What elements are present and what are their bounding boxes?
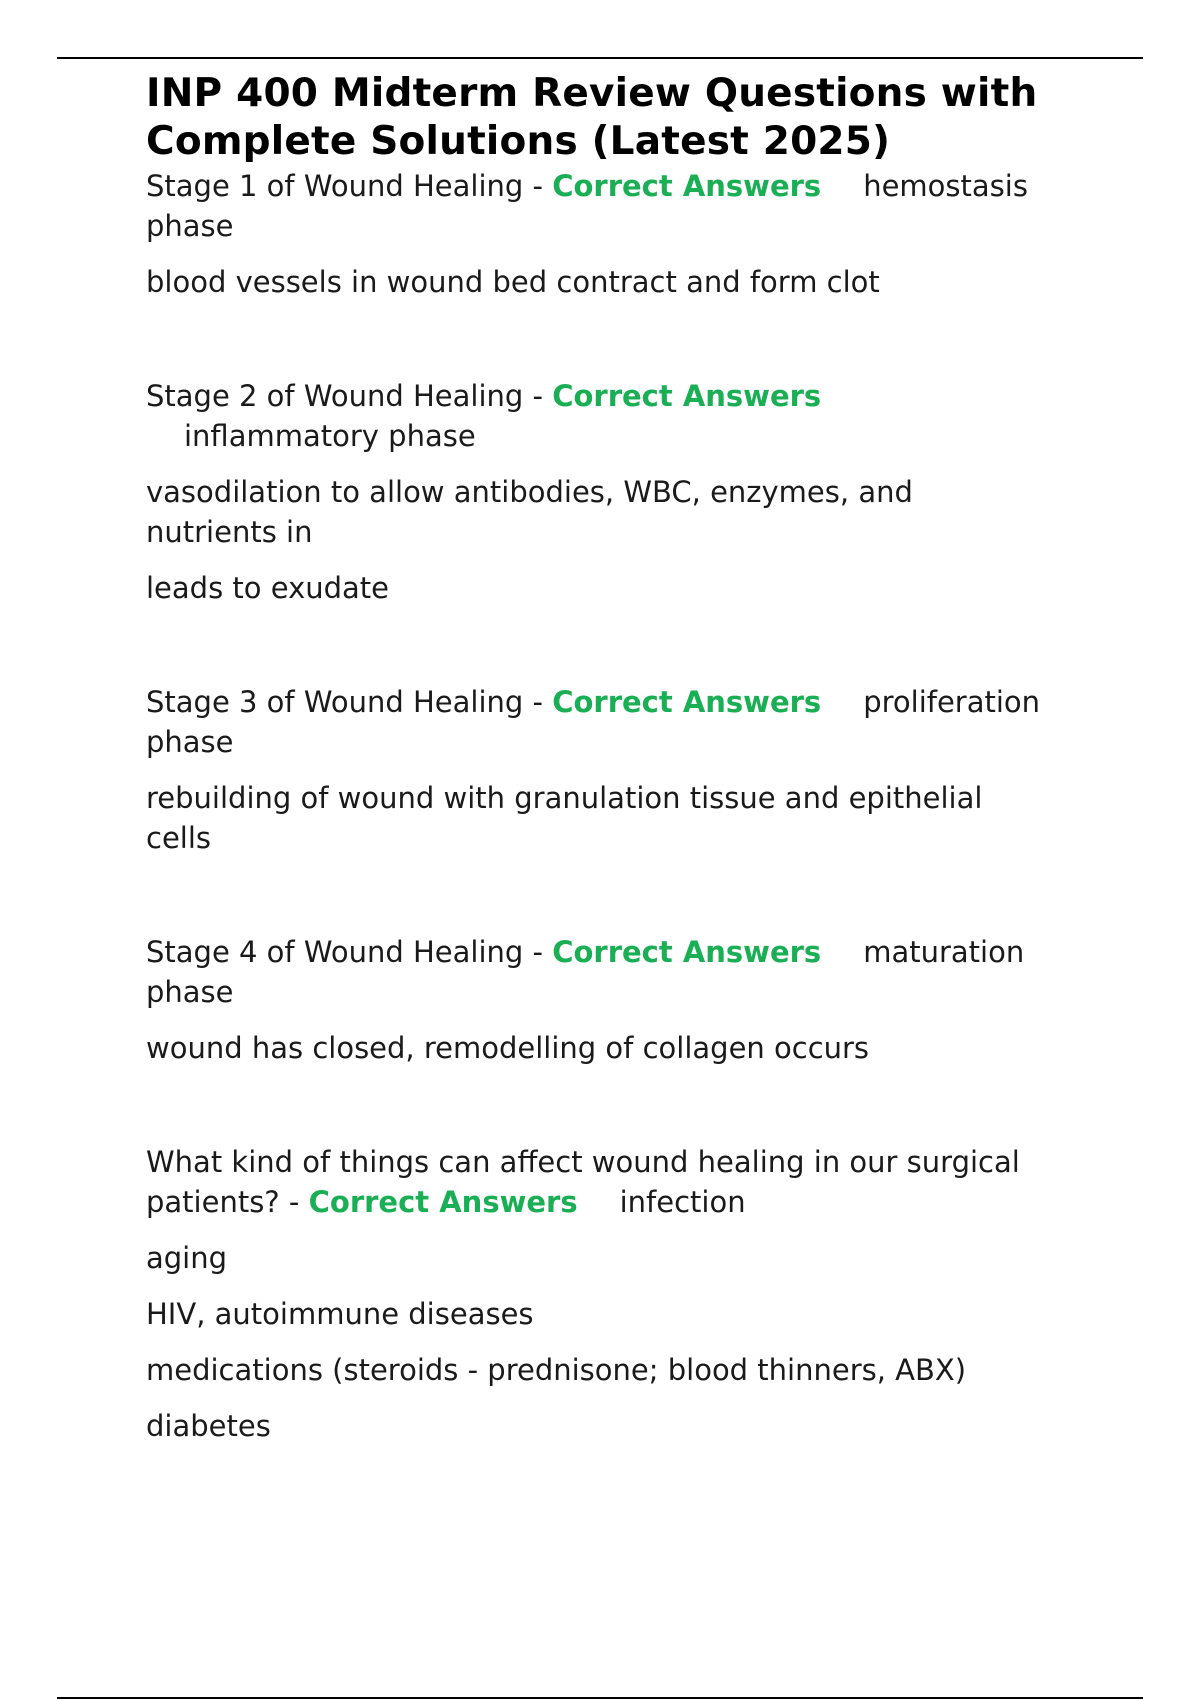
answer-3-line-1-a: rebuilding of wound with granulation tissue and epithelial (146, 781, 983, 815)
answer-3-wrap: phase (146, 725, 234, 759)
answer-2-line-1 (146, 472, 1096, 552)
question-5-text-2: patients? - (146, 1185, 309, 1219)
question-4 (146, 932, 1096, 1012)
top-rule (57, 57, 1143, 59)
qa-section-1 (146, 166, 1096, 302)
correct-answers-label: Correct Answers (308, 1185, 578, 1219)
correct-answers-label: Correct Answers (552, 379, 822, 413)
answer-1-wrap: phase (146, 209, 234, 243)
page-title (146, 70, 1096, 166)
correct-answers-label: Correct Answers (552, 169, 822, 203)
qa-section-5 (146, 1142, 1096, 1446)
question-3-text: Stage 3 of Wound Healing - (146, 685, 553, 719)
title-line-2: Complete Solutions (Latest 2025) (146, 119, 891, 164)
answer-5-line-2: HIV, autoimmune diseases (146, 1297, 534, 1331)
question-2-text: Stage 2 of Wound Healing - (146, 379, 553, 413)
answer-2-line-2: leads to exudate (146, 571, 390, 605)
qa-section-2 (146, 376, 1096, 608)
question-3 (146, 682, 1096, 762)
answer-1-inline: hemostasis (863, 169, 1028, 203)
qa-section-3 (146, 682, 1096, 858)
question-2 (146, 376, 1096, 456)
answer-4-line-1: wound has closed, remodelling of collagen occurs (146, 1031, 870, 1065)
question-4-text: Stage 4 of Wound Healing - (146, 935, 553, 969)
answer-5-line-1: aging (146, 1241, 228, 1275)
title-line-1: INP 400 Midterm Review Questions with (146, 71, 1038, 116)
answer-2-wrap: inflammatory phase (184, 419, 476, 453)
question-1-text: Stage 1 of Wound Healing - (146, 169, 553, 203)
answer-3-line-1-b: cells (146, 821, 212, 855)
correct-answers-label: Correct Answers (552, 685, 822, 719)
answer-2-line-1-b: nutrients in (146, 515, 313, 549)
answer-3-inline: proliferation (863, 685, 1041, 719)
bottom-rule (57, 1697, 1143, 1699)
answer-1-line-1: blood vessels in wound bed contract and form clot (146, 265, 880, 299)
answer-4-inline: maturation (863, 935, 1025, 969)
question-5-text-1: What kind of things can affect wound healing in our surgical (146, 1145, 1020, 1179)
qa-section-4 (146, 932, 1096, 1068)
answer-3-line-1 (146, 778, 1096, 858)
answer-5-line-3: medications (steroids - prednisone; blood thinners, ABX) (146, 1353, 967, 1387)
question-1 (146, 166, 1096, 246)
answer-5-line-4: diabetes (146, 1409, 271, 1443)
answer-5-inline: infection (619, 1185, 746, 1219)
answer-2-line-1-a: vasodilation to allow antibodies, WBC, enzymes, and (146, 475, 913, 509)
correct-answers-label: Correct Answers (552, 935, 822, 969)
document-body (146, 70, 1096, 1446)
answer-4-wrap: phase (146, 975, 234, 1009)
question-5 (146, 1142, 1096, 1222)
